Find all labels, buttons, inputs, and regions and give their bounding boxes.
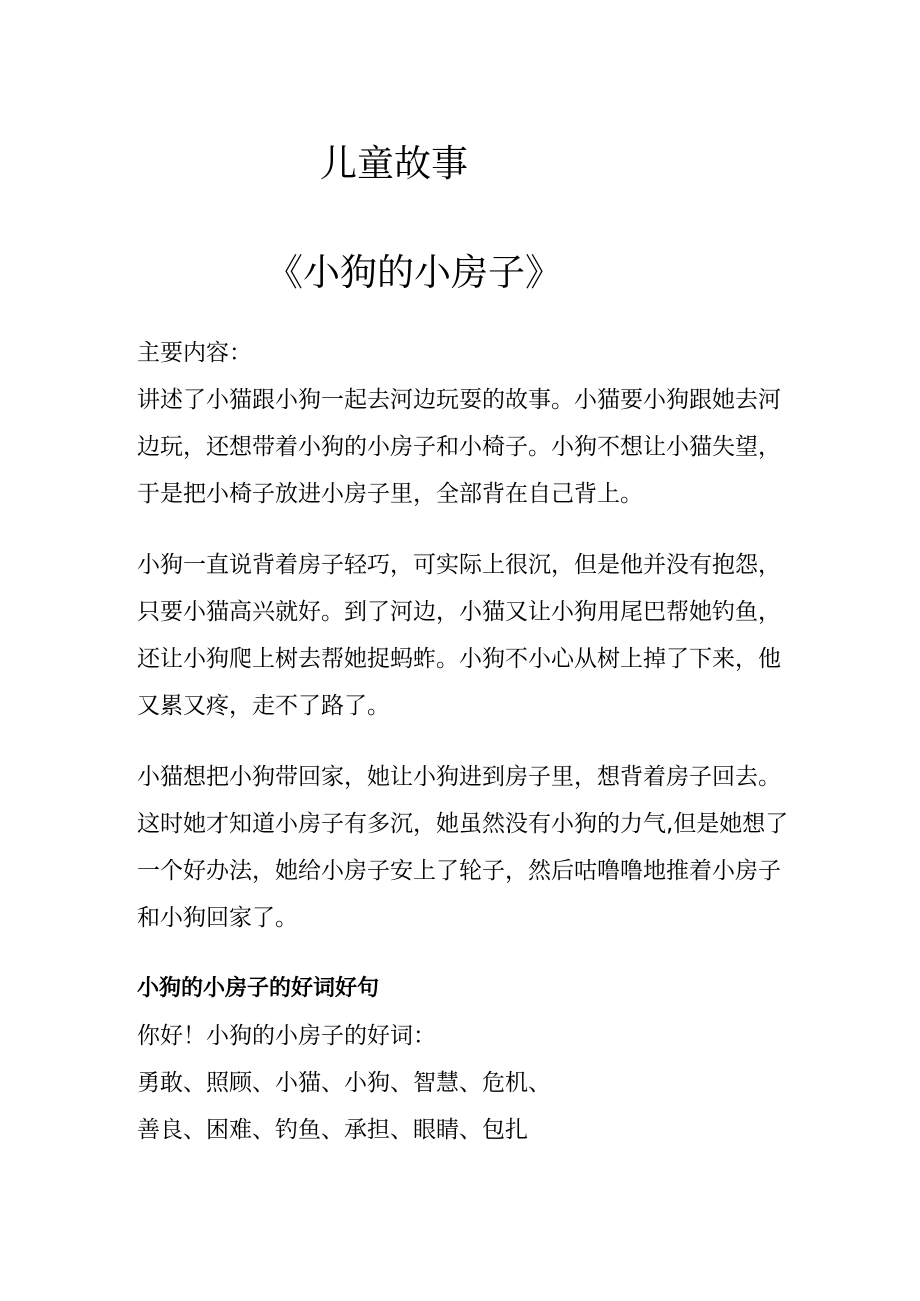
paragraph — [137, 546, 817, 734]
good-words-line: 善良、困难、钓鱼、承担、眼睛、包扎 — [137, 1117, 528, 1143]
text-line: 还让小狗爬上树去帮她捉蚂蚱。小狗不小心从树上掉了下来，他 — [137, 646, 781, 672]
good-words-line: 勇敢、照顾、小猫、小狗、智慧、危机、 — [137, 1070, 551, 1096]
paragraph-spacer — [137, 734, 817, 758]
document-body — [137, 334, 817, 1158]
text-line: 于是把小椅子放进小房子里，全部背在自己背上。 — [137, 481, 643, 507]
good-words-intro: 你好！小狗的小房子的好词： — [137, 1023, 436, 1049]
text-line: 边玩，还想带着小狗的小房子和小椅子。小狗不想让小猫失望， — [137, 434, 781, 460]
summary-label: 主要内容： — [137, 340, 252, 366]
paragraph — [137, 758, 817, 946]
text-line: 这时她才知道小房子有多沉，她虽然没有小狗的力气,但是她想了 — [137, 811, 789, 837]
document-title: 儿童故事 — [320, 142, 468, 185]
paragraph-spacer — [137, 522, 817, 546]
paragraph — [137, 381, 817, 522]
text-line: 一个好办法，她给小房子安上了轮子，然后咕噜噜地推着小房子 — [137, 858, 781, 884]
good-words-heading: 小狗的小房子的好词好句 — [137, 976, 380, 1001]
text-line: 只要小猫高兴就好。到了河边，小猫又让小狗用尾巴帮她钓鱼， — [137, 599, 781, 625]
text-line: 讲述了小猫跟小狗一起去河边玩耍的故事。小猫要小狗跟她去河 — [137, 387, 781, 413]
text-line: 小狗一直说背着房子轻巧，可实际上很沉，但是他并没有抱怨， — [137, 552, 781, 578]
text-line: 和小狗回家了。 — [137, 905, 298, 931]
story-title: 《小狗的小房子》 — [266, 251, 562, 294]
text-line: 小猫想把小狗带回家，她让小狗进到房子里，想背着房子回去。 — [137, 764, 781, 790]
text-line: 又累又疼，走不了路了。 — [137, 693, 390, 719]
paragraph-spacer — [137, 946, 817, 970]
